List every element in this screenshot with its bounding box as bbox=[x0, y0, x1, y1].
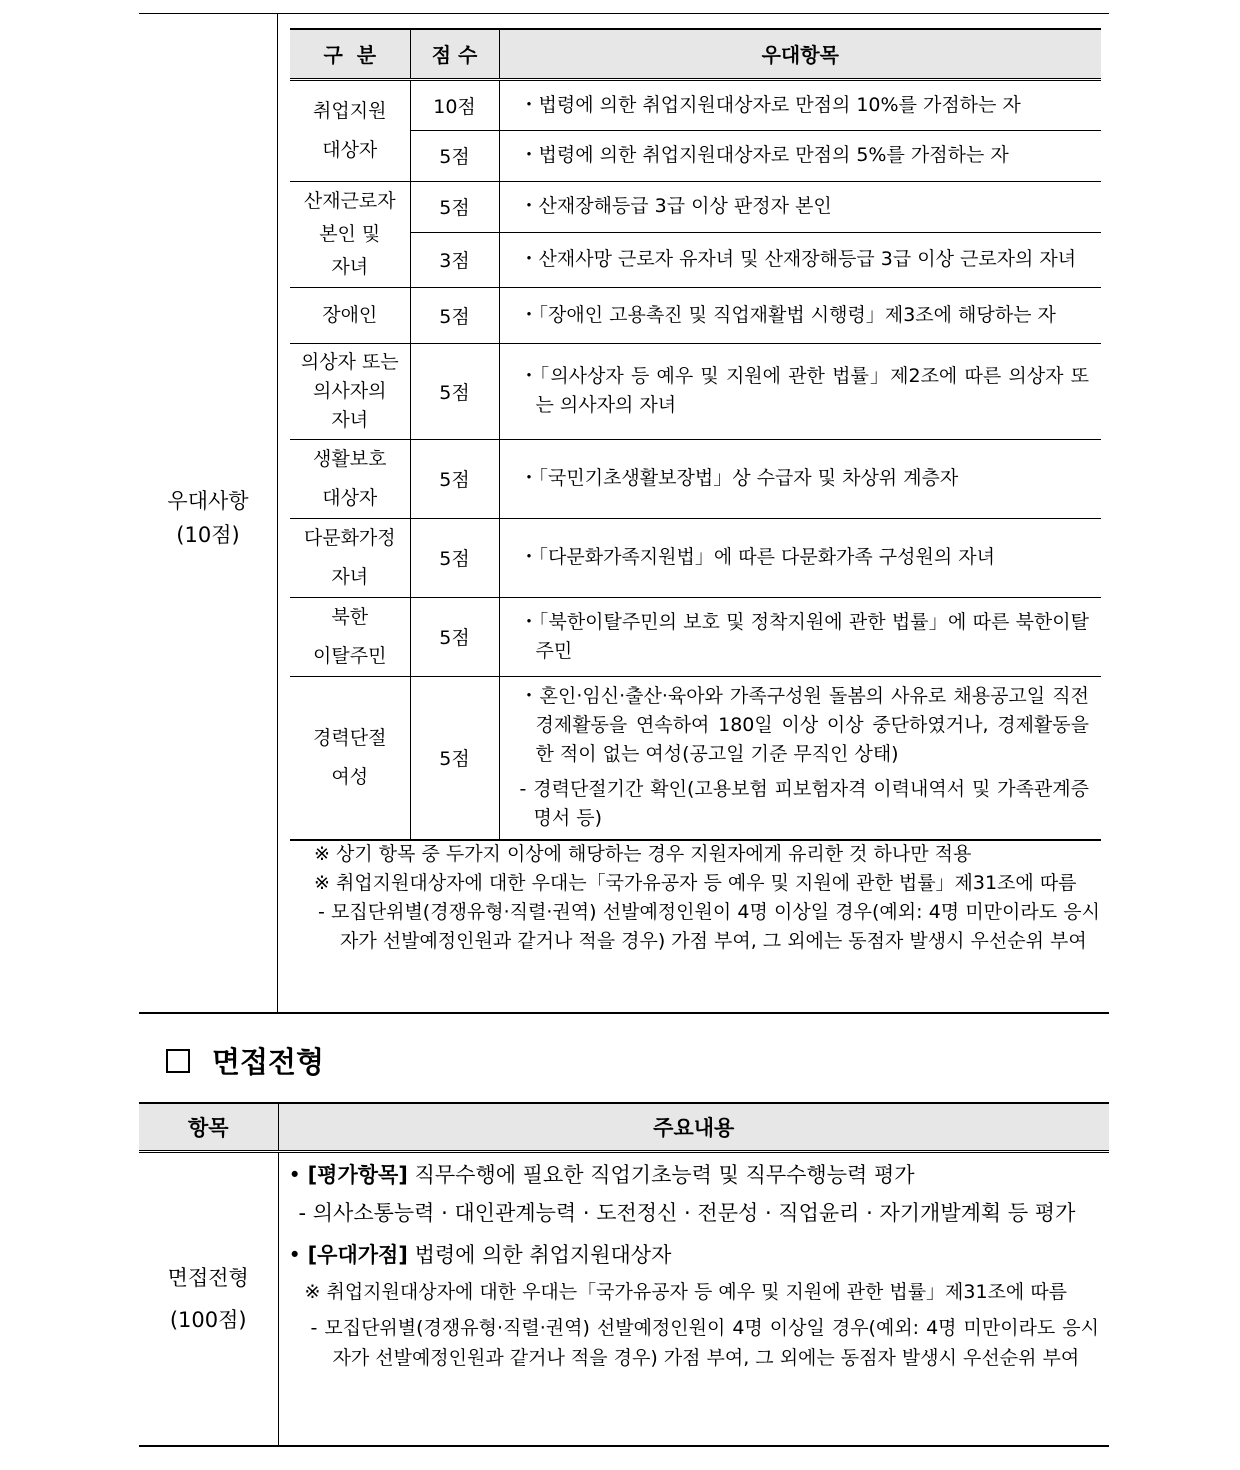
category-cell: 생활보호 대상자 bbox=[290, 439, 410, 518]
table-row bbox=[290, 181, 1101, 232]
section-title: 면접전형 bbox=[212, 1045, 325, 1079]
table-row bbox=[290, 518, 1101, 597]
score-cell: 5점 bbox=[410, 597, 499, 676]
preference-points: (10점) bbox=[176, 523, 240, 547]
item-cell: ・「다문화가족지원법」에 따른 다문화가족 구성원의 자녀 bbox=[499, 518, 1101, 597]
interview-table bbox=[139, 1102, 1109, 1447]
table-row bbox=[290, 287, 1101, 343]
table-row bbox=[290, 130, 1101, 181]
preference-title: 우대사항 bbox=[167, 489, 249, 513]
header-content: 주요내용 bbox=[278, 1103, 1109, 1151]
note-line: ※ 상기 항목 중 두가지 이상에 해당하는 경우 지원자에게 유리한 것 하나만 적용 bbox=[314, 843, 972, 865]
bullet-eval: • [평가항목] 직무수행에 필요한 직업기초능력 및 직무수행능력 평가 bbox=[288, 1162, 915, 1187]
dash-note: - 모집단위별(경쟁유형·직렬·권역) 선발예정인원이 4명 이상일 경우(예외: 4명 미만이라도 응시자가 선발예정인원과 같거나 적을 경우) 가점 부여, 그 외에는 동점자 발생시 우선순위 부여 bbox=[318, 901, 1100, 952]
item-text: ・법령에 의한 취업지원대상자로 만점의 10%를 가점하는 자 bbox=[519, 93, 1021, 116]
item-cell bbox=[499, 79, 1101, 130]
bonus-dash-note: - 모집단위별(경쟁유형·직렬·권역) 선발예정인원이 4명 이상일 경우(예외: 4명 미만이라도 응시자가 선발예정인원과 같거나 적을 경우) 가점 부여, 그 외에는 동점자 발생시 우선순위 부여 bbox=[310, 1316, 1099, 1369]
category-cell: 북한 이탈주민 bbox=[290, 597, 410, 676]
item-cell: ・「장애인 고용촉진 및 직업재활법 시행령」제3조에 해당하는 자 bbox=[499, 287, 1101, 343]
category-cell: 경력단절 여성 bbox=[290, 676, 410, 840]
item-cell: ・「국민기초생활보장법」상 수급자 및 차상위 계층자 bbox=[499, 439, 1101, 518]
bonus-note: ※ 취업지원대상자에 대한 우대는「국가유공자 등 예우 및 지원에 관한 법률」제31조에 따름 bbox=[304, 1280, 1068, 1303]
note-line: ※ 취업지원대상자에 대한 우대는「국가유공자 등 예우 및 지원에 관한 법률」제31조에 따름 bbox=[314, 872, 1077, 894]
score-cell: 5점 bbox=[410, 676, 499, 840]
table-row bbox=[290, 343, 1101, 439]
interview-title: 면접전형 bbox=[167, 1265, 249, 1290]
category-cell: 의상자 또는 의사자의 자녀 bbox=[290, 343, 410, 439]
interview-label bbox=[139, 1151, 278, 1446]
header-category: 구 분 bbox=[290, 29, 410, 79]
preference-label bbox=[139, 484, 277, 552]
table-row bbox=[290, 439, 1101, 518]
section-heading bbox=[166, 1040, 324, 1081]
score-cell: 5점 bbox=[410, 181, 499, 232]
item-cell: ・산재사망 근로자 유자녀 및 산재장해등급 3급 이상 근로자의 자녀 bbox=[499, 232, 1101, 287]
item-cell: ・혼인·임신·출산·육아와 가족구성원 돌봄의 사유로 채용공고일 직전 경제활동을 연속하여 180일 이상 이상 중단하였거나, 경제활동을 한 적이 없는 여성(공고일 기준 무직인 상태) - 경력단절기간 확인(고용보험 피보험자격 이력내역서 및 가족관계증명서 등) bbox=[499, 676, 1101, 840]
sub-item: - 경력단절기간 확인(고용보험 피보험자격 이력내역서 및 가족관계증명서 등) bbox=[519, 778, 1089, 830]
interview-points: (100점) bbox=[169, 1307, 247, 1332]
header-item: 우대항목 bbox=[499, 29, 1101, 79]
category-cell: 산재근로자 본인 및 자녀 bbox=[290, 181, 410, 287]
item-cell: ・법령에 의한 취업지원대상자로 만점의 5%를 가점하는 자 bbox=[499, 130, 1101, 181]
category-cell: 장애인 bbox=[290, 287, 410, 343]
preference-table bbox=[290, 28, 1101, 841]
item-cell: ・「북한이탈주민의 보호 및 정착지원에 관한 법률」에 따른 북한이탈주민 bbox=[499, 597, 1101, 676]
item-cell: ・「의사상자 등 예우 및 지원에 관한 법률」제2조에 따른 의상자 또는 의사자의 자녀 bbox=[499, 343, 1101, 439]
interview-header-row bbox=[139, 1103, 1109, 1151]
preference-header-row bbox=[290, 29, 1101, 79]
score-cell: 10점 bbox=[410, 79, 499, 130]
table-row bbox=[290, 232, 1101, 287]
bullet-eval-sub: - 의사소통능력 · 대인관계능력 · 도전정신 · 전문성 · 직업윤리 · 자기개발계획 등 평가 bbox=[298, 1200, 1076, 1225]
item-cell: ・산재장해등급 3급 이상 판정자 본인 bbox=[499, 181, 1101, 232]
score-cell: 5점 bbox=[410, 518, 499, 597]
table-row bbox=[290, 597, 1101, 676]
checkbox-square-icon bbox=[166, 1049, 190, 1073]
category-cell: 다문화가정 자녀 bbox=[290, 518, 410, 597]
score-cell: 5점 bbox=[410, 130, 499, 181]
interview-content bbox=[278, 1151, 1109, 1446]
score-cell: 5점 bbox=[410, 439, 499, 518]
score-cell: 3점 bbox=[410, 232, 499, 287]
header-item: 항목 bbox=[139, 1103, 278, 1151]
table-row bbox=[290, 79, 1101, 130]
column-divider bbox=[277, 14, 278, 1012]
table-row bbox=[139, 1151, 1109, 1446]
preference-notes bbox=[300, 840, 1100, 956]
table-row bbox=[290, 676, 1101, 840]
header-score: 점 수 bbox=[410, 29, 499, 79]
bullet-bonus: • [우대가점] 법령에 의한 취업지원대상자 bbox=[288, 1242, 672, 1267]
score-cell: 5점 bbox=[410, 287, 499, 343]
category-cell: 취업지원 대상자 bbox=[290, 79, 410, 181]
score-cell: 5점 bbox=[410, 343, 499, 439]
